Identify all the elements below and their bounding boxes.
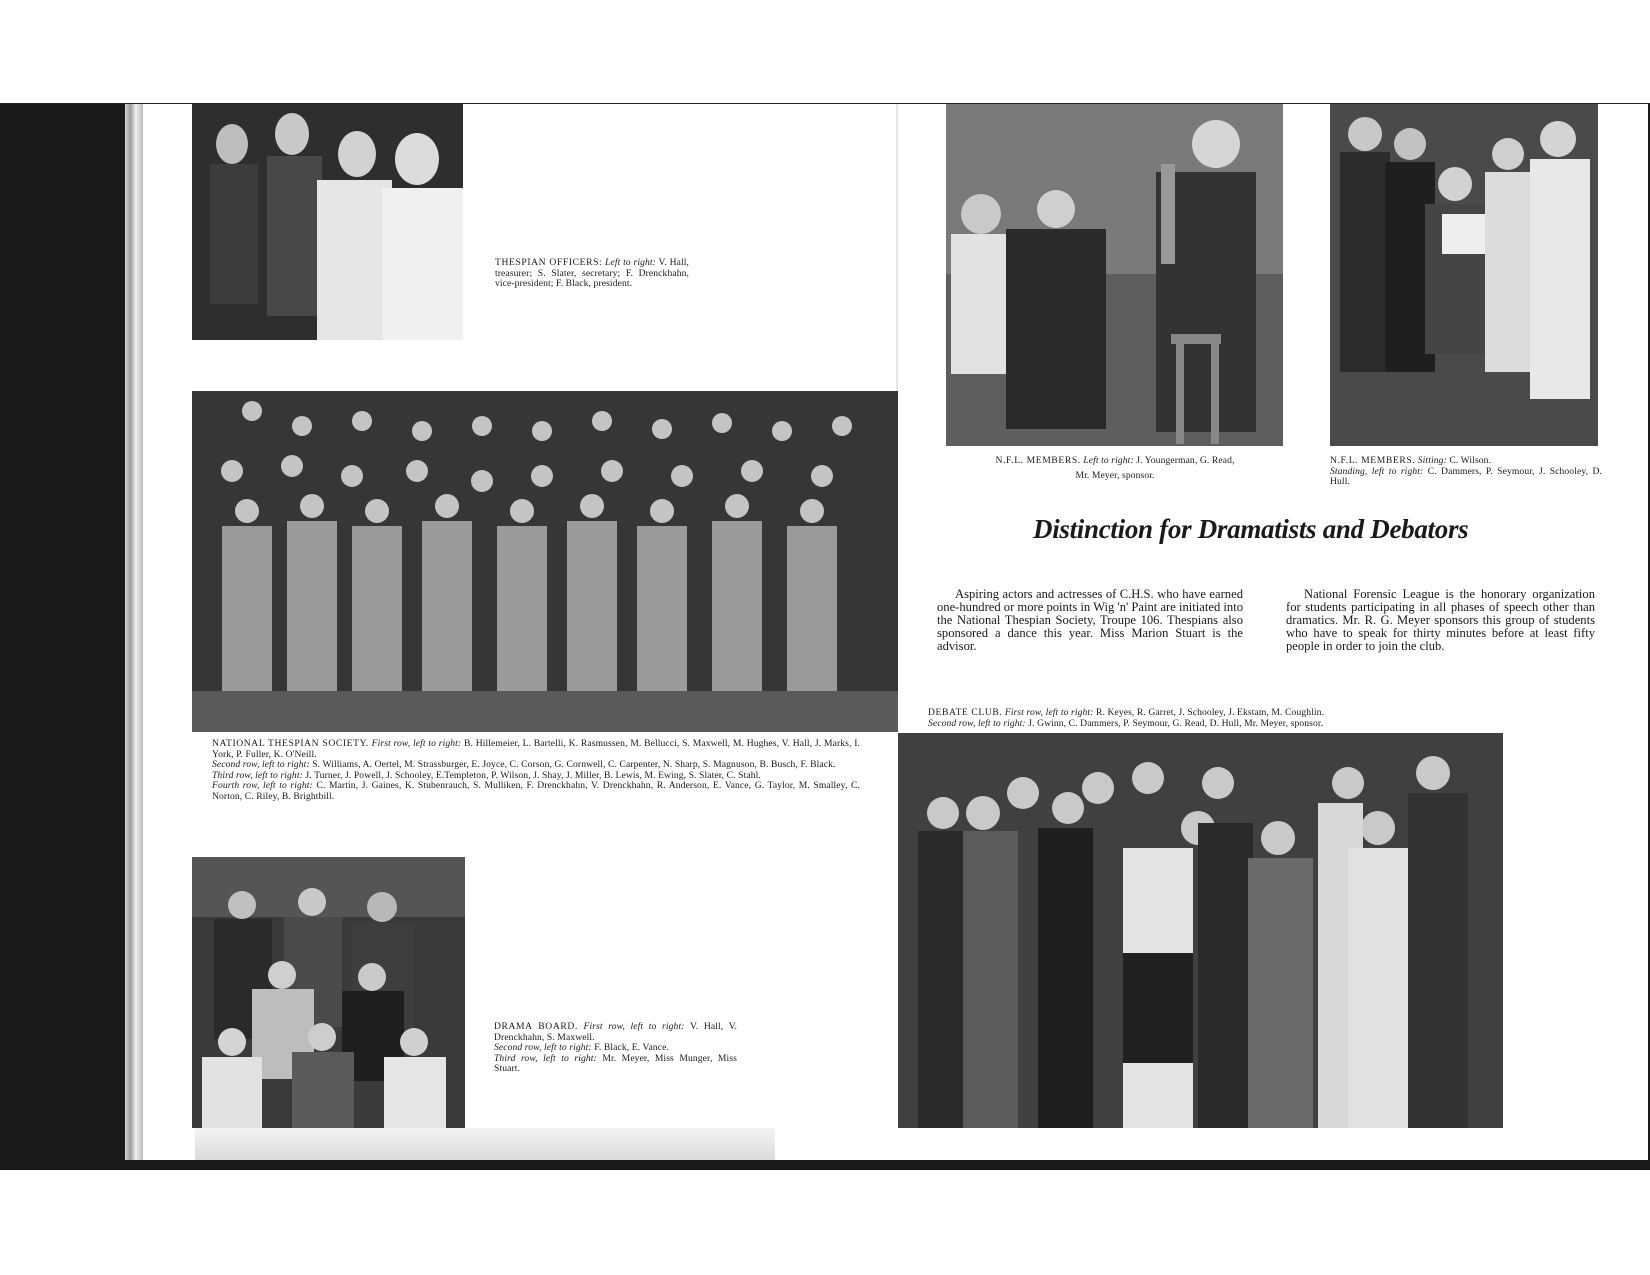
caption-label: DRAMA BOARD. <box>494 1021 578 1032</box>
standing-direction: Standing, left to right: <box>1330 465 1424 477</box>
row-1-names: R. Keyes, R. Garret, J. Schooley, J. Ekstam, M. Coughlin. <box>1095 707 1325 718</box>
debate-club-caption <box>928 708 1508 729</box>
row-2-names: S. Williams, A. Oertel, M. Strassburger, E. Joyce, C. Corson, G. Cornwell, C. Carpenter, N. Sharp, S. Magnuson, B. Busch, F. Black. <box>312 759 836 770</box>
row-2-direction: Second row, left to right: <box>494 1042 592 1053</box>
row-2-direction: Second row, left to right: <box>928 717 1026 729</box>
row-3-direction: Third row, left to right: <box>212 769 303 781</box>
caption-row-4 <box>212 781 860 802</box>
row-4-names: C. Martin, J. Gaines, K. Stubenrauch, S. Mulliken, F. Drenckhahn, V. Drenckhahn, R. Anderson, E. Vance, G. Taylor, M. Smalley, C. Norton, C. Riley, B. Brightbill. <box>212 780 860 802</box>
caption-row-2 <box>928 719 1508 730</box>
row-1-direction: First row, left to right: <box>1004 707 1094 718</box>
row-1-direction: First row, left to right: <box>371 738 462 749</box>
row-4-direction: Fourth row, left to right: <box>212 780 313 791</box>
row-1-names: B. Hillemeier, L. Bartelli, K. Rasmussen, M. Bellucci, S. Maxwell, M. Hughes, V. Hall, J. Marks, I. York, P. Fuller, K. O'Neill. <box>212 738 861 760</box>
caption-row-1 <box>950 456 1280 467</box>
page-bottom-fold <box>195 1128 775 1160</box>
caption-label: N.F.L. MEMBERS. <box>995 455 1081 466</box>
row-3-names: Mr. Meyer, Miss Munger, Miss Stuart. <box>494 1052 737 1074</box>
sitting-names: C. Wilson. <box>1449 455 1492 466</box>
row-3-names: J. Turner, J. Powell, J. Schooley, E.Templeton, P. Wilson, J. Shay, J. Miller, B. Lewis, M. Ewing, S. Slater, C. Stahl. <box>305 769 761 781</box>
book-spine-edge <box>125 104 143 1170</box>
caption-row-2: Mr. Meyer, sponsor. <box>1075 469 1155 481</box>
caption-names: V. Hall, treasurer; S. Slater, secretary; F. Drenckhahn, vice-president; F. Black, president. <box>495 257 689 289</box>
nfl-members-caption-1 <box>950 456 1280 481</box>
thespian-officers-caption <box>495 258 689 290</box>
nfl-members-photo-1 <box>946 104 1283 446</box>
caption-label: DEBATE CLUB. <box>928 707 1003 718</box>
scan-left-margin <box>0 104 125 1170</box>
caption-label: NATIONAL THESPIAN SOCIETY. <box>212 738 369 749</box>
row-2-direction: Second row, left to right: <box>212 759 310 770</box>
national-thespian-society-photo <box>192 391 898 732</box>
page-title: Distinction for Dramatists and Debators <box>1033 514 1469 544</box>
caption-row-2 <box>1330 467 1602 488</box>
drama-board-photo <box>192 857 465 1128</box>
thespian-officers-photo <box>192 104 463 340</box>
caption-label: THESPIAN OFFICERS: <box>495 257 603 268</box>
row-1-direction: First row, left to right: <box>583 1021 685 1032</box>
national-thespian-caption <box>212 739 860 802</box>
scan-bottom-margin <box>0 1160 1650 1170</box>
drama-board-caption <box>494 1022 737 1075</box>
caption-names: J. Youngerman, G. Read, <box>1136 455 1235 466</box>
sitting-direction: Sitting: <box>1417 455 1447 466</box>
nfl-members-photo-2 <box>1330 104 1598 446</box>
forensic-paragraph: National Forensic League is the honorary organization for students participating in all phases of speech other than dramatics. Mr. R. G. Meyer sponsors this group of students who have to speak for thirty minutes before at least fifty people in order to join the club. <box>1286 587 1595 653</box>
row-2-names: J. Gwinn, C. Dammers, P. Seymour, G. Read, D. Hull, Mr. Meyer, sponsor. <box>1028 717 1324 729</box>
debate-club-photo <box>898 733 1503 1128</box>
nfl-members-caption-2 <box>1330 456 1602 488</box>
caption-direction: Left to right: <box>605 257 656 268</box>
caption-row-1 <box>212 739 860 760</box>
caption-direction: Left to right: <box>1083 455 1134 466</box>
row-2-names: F. Black, E. Vance. <box>594 1042 669 1053</box>
caption-row-3 <box>494 1054 737 1075</box>
caption-label: N.F.L. MEMBERS. <box>1330 455 1416 466</box>
row-3-direction: Third row, left to right: <box>494 1052 597 1064</box>
caption-row-1 <box>494 1022 737 1043</box>
standing-names: C. Dammers, P. Seymour, J. Schooley, D. Hull. <box>1330 465 1602 487</box>
thespian-paragraph: Aspiring actors and actresses of C.H.S. who have earned one-hundred or more points in Wig 'n' Paint are initiated into the National Thespian Society, Troupe 106. Thespians also sponsored a dance this year. Miss Marion Stuart is the advisor. <box>937 587 1243 653</box>
row-1-names: V. Hall, V. Drenckhahn, S. Maxwell. <box>494 1021 737 1043</box>
